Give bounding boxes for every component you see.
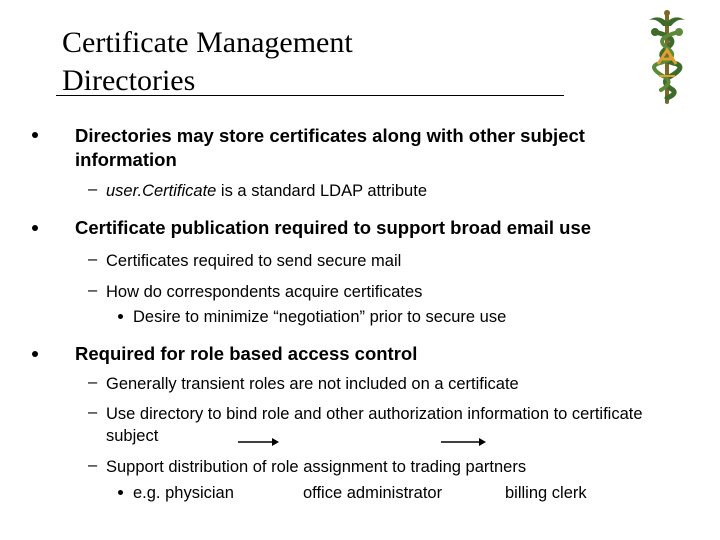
arrow-right-icon bbox=[441, 436, 487, 448]
bullet-3: Required for role based access control bbox=[75, 343, 418, 364]
bullet-2-sub-2: How do correspondents acquire certificates bbox=[106, 283, 423, 301]
dash-marker: – bbox=[88, 373, 98, 391]
bullet-2-subsub-1: Desire to minimize “negotiation” prior to secure use bbox=[133, 308, 507, 326]
bullet-dot-small bbox=[118, 314, 123, 319]
role-example-office-administrator: office administrator bbox=[303, 484, 443, 502]
bullet-1-line-2: information bbox=[75, 149, 177, 170]
dash-marker: – bbox=[88, 180, 98, 198]
bullet-2-sub-1: Certificates required to send secure mail bbox=[106, 252, 402, 270]
title-line-1: Certificate Management bbox=[62, 26, 353, 59]
ldap-attribute-name: user.Certificate bbox=[106, 182, 217, 200]
title-line-2: Directories bbox=[62, 64, 196, 97]
sub-text: is a standard LDAP attribute bbox=[216, 182, 427, 200]
bullet-dot bbox=[32, 132, 38, 138]
bullet-dot-small bbox=[118, 490, 123, 495]
bullet-3-sub-2 bbox=[106, 403, 643, 447]
title-underline bbox=[56, 95, 564, 96]
slide-title bbox=[62, 24, 353, 100]
bullet-3-sub-3: Support distribution of role assignment to trading partners bbox=[106, 458, 527, 476]
bullet-dot bbox=[32, 351, 38, 357]
bullet-dot bbox=[32, 225, 38, 231]
dash-marker: – bbox=[88, 456, 98, 474]
bullet-2: Certificate publication required to support broad email use bbox=[75, 217, 592, 238]
arrow-right-icon bbox=[238, 436, 280, 448]
bullet-1 bbox=[75, 124, 585, 172]
bullet-3-sub-1: Generally transient roles are not included on a certificate bbox=[106, 375, 519, 393]
bullet-3-sub-2-line-2: subject bbox=[106, 427, 159, 445]
caduceus-icon bbox=[637, 6, 697, 106]
bullet-3-sub-2-line-1: Use directory to bind role and other authorization information to certificate bbox=[106, 405, 643, 423]
dash-marker: – bbox=[88, 403, 98, 421]
dash-marker: – bbox=[88, 250, 98, 268]
role-example-physician: e.g. physician bbox=[133, 484, 234, 502]
bullet-1-sub-1 bbox=[106, 180, 427, 202]
role-example-billing-clerk: billing clerk bbox=[505, 484, 587, 502]
bullet-1-line-1: Directories may store certificates along with other subject bbox=[75, 125, 585, 146]
dash-marker: – bbox=[88, 281, 98, 299]
